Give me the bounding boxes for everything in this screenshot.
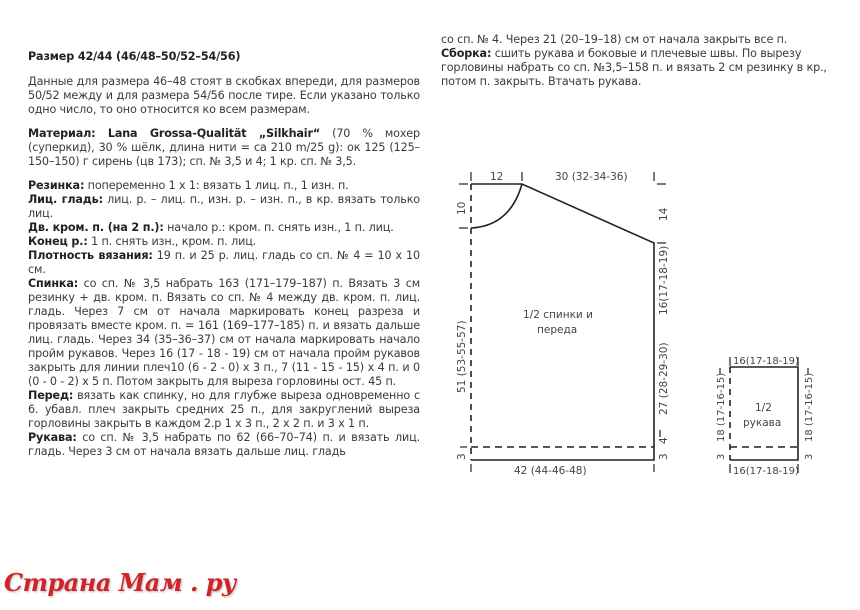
stockinette-text: лиц. р. – лиц. п., изн. р. – изн. п., в кр. вязать только лиц. <box>28 193 421 220</box>
body-outline <box>471 184 654 460</box>
sleeves-label: Рукава: <box>28 431 77 444</box>
body-label-line2: переда <box>537 324 578 336</box>
sleeve-ticks <box>720 357 808 473</box>
neckline-curve <box>471 184 522 228</box>
right-rib-height: 3 <box>658 453 670 460</box>
sleeve-schematic <box>720 357 808 473</box>
edge-text: начало р.: кром. п. снять изн., 1 п. лиц. <box>163 221 394 234</box>
sleeve-bottom-width: 16(17-18-19) <box>733 466 799 477</box>
sleeve-right-rib: 3 <box>804 453 815 460</box>
size-title: Размер 42/44 (46/48–50/52–54/56) <box>28 50 241 63</box>
gauge-label: Плотность вязания: <box>28 249 153 262</box>
sleeve-right-length: 18 (17-16-15) <box>804 372 815 442</box>
sleeve-label-line2: рукава <box>743 417 782 429</box>
armhole-depth: 16(17-18-19) <box>658 245 670 315</box>
top-shoulder-width: 30 (32-34-36) <box>555 171 628 183</box>
sleeve-left-length: 18 (17-16-15) <box>716 372 727 442</box>
sleeves-continued: со сп. № 4. Через 21 (20–19–18) см от начала закрыть все п. <box>441 33 788 46</box>
rib-label: Резинка: <box>28 179 85 192</box>
sleeve-top-width: 16(17-18-19) <box>733 356 799 367</box>
body-labels <box>456 171 670 477</box>
side-length: 27 (28-29-30) <box>658 342 670 415</box>
material-label: Материал: Lana Grossa-Qualität „Silkhair“ <box>28 127 321 140</box>
front-label: Перед: <box>28 389 74 402</box>
material-text: (70 % мохер (суперкид), 30 % шёлк, длина нити = ca 210 m/25 g): ок 125 (125–150–150) г сирень (цв 173); сп. № 3,5 и 4; 1 кр. сп. № 3,5. <box>28 127 420 168</box>
watermark-logo: Страна Мам . ру <box>4 568 236 597</box>
front-text: вязать как спинку, но для глубже выреза одновременно с 6. убавл. плеч закрыть средних 25 п., для закруглений выреза горловины закрыть в каждом 2.р 1 х 3 п., 2 х 2 п. и 3 х 1 п. <box>28 389 420 430</box>
assembly-text: сшить рукава и боковые и плечевые швы. По вырезу горловины набрать со сп. №3,5–158 п. и вязать 2 см резинку в кр., потом п. закрыть. Втачать рукава. <box>441 47 827 88</box>
gauge-text: 19 п. и 25 р. лиц. гладь со сп. № 4 = 10 х 10 см. <box>28 249 420 276</box>
back-label: Спинка: <box>28 277 79 290</box>
row-end-label: Конец р.: <box>28 235 88 248</box>
size-intro: Данные для размера 46–48 стоят в скобках впереди, для размеров 50/52 между и для размера 54/56 после тире. Если указано только одно число, то оно относится ко всем размерам. <box>28 75 420 116</box>
row-end-text: 1 п. снять изн., кром. п. лиц. <box>87 235 257 248</box>
body-schematic <box>459 172 666 472</box>
stockinette-label: Лиц. гладь: <box>28 193 103 206</box>
body-ticks <box>459 172 666 472</box>
top-neck-width: 12 <box>490 171 504 183</box>
assembly-label: Сборка: <box>441 47 492 60</box>
body-label-line1: 1/2 спинки и <box>523 309 593 321</box>
sleeve-labels <box>716 356 815 477</box>
sleeve-label-line1: 1/2 <box>755 402 772 414</box>
slit-length: 4 <box>658 437 670 444</box>
neck-depth: 10 <box>456 201 468 215</box>
sleeves-text: со сп. № 3,5 набрать по 62 (66–70–74) п. и вязать лиц. гладь. Через 3 см от начала вязать дальше лиц. гладь <box>28 431 420 458</box>
sleeve-left-rib: 3 <box>716 453 727 460</box>
total-length: 51 (53-55-57) <box>456 320 468 393</box>
rib-text: попеременно 1 х 1: вязать 1 лиц. п., 1 изн. п. <box>84 179 349 192</box>
bottom-width: 42 (44-46-48) <box>514 465 587 477</box>
back-text: со сп. № 3,5 набрать 163 (171–179–187) п. Вязать 3 см резинку + дв. кром. п. Вязать со сп. № 4 между дв. кром. п. лиц. гладь. Через 7 см от начала маркировать конец разреза и провязать вместе кром. п. = 161 (169–177–185) п. и вязать дальше лиц. гладь. Через 34 (35–36–37) см от начала маркировать начало пройм рукавов. Через 16 (17 - 18 - 19) см от начала пройм рукавов закрыть для линии плеч10 (6 - 2 - 0) х 3 п., 7 (11 - 15 - 15) х 4 п. и 0 (0 - 0 - 2) х 5 п. Потом закрыть для выреза горловины ост. 45 п. <box>28 277 420 388</box>
shoulder-drop: 14 <box>658 207 670 221</box>
edge-label: Дв. кром. п. (на 2 п.): <box>28 221 164 234</box>
left-rib-height: 3 <box>456 453 468 460</box>
